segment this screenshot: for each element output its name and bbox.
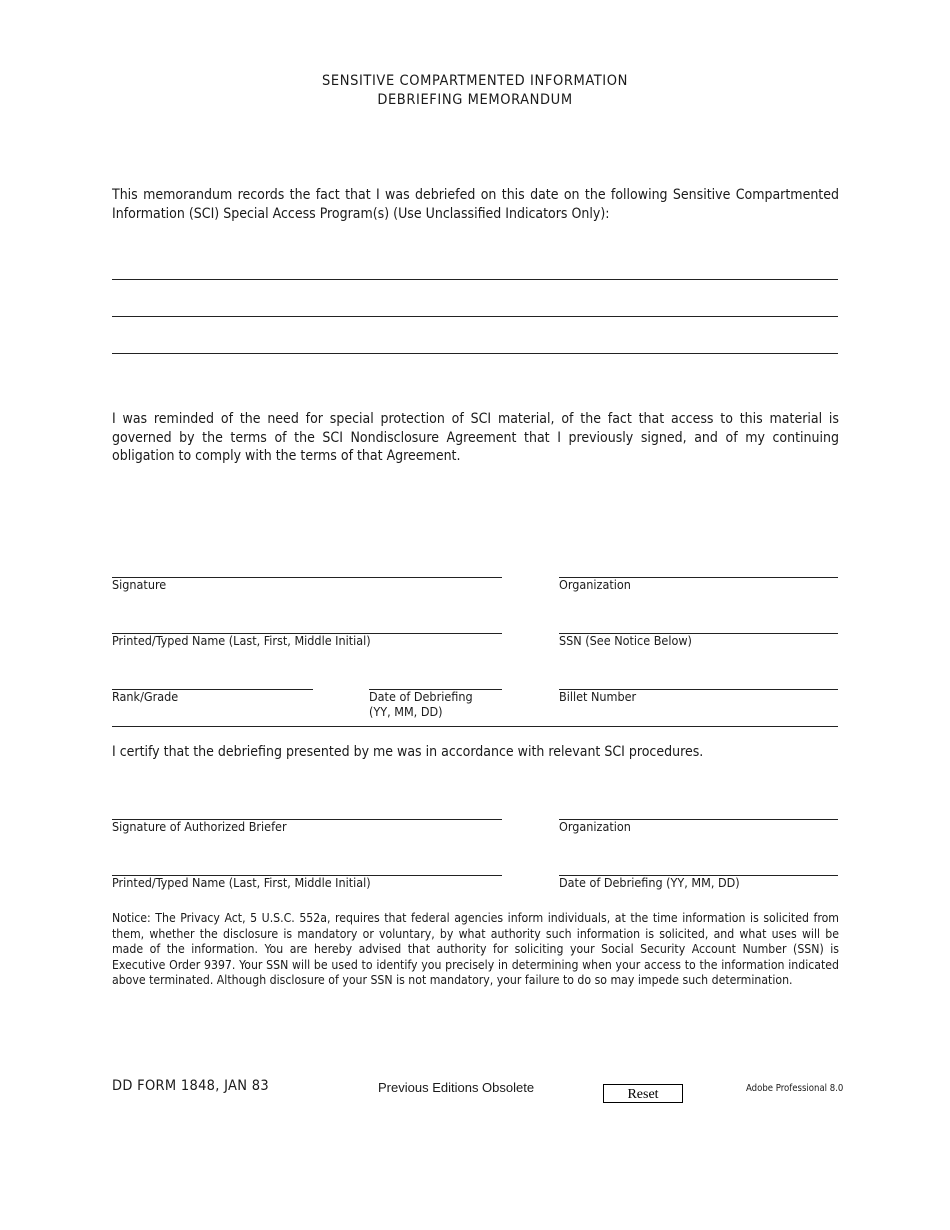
briefer-signature-label: Signature of Authorized Briefer (112, 819, 287, 834)
privacy-notice-heading: Notice: (112, 911, 151, 925)
briefer-signature-field[interactable] (112, 802, 502, 818)
signature-field[interactable] (112, 560, 502, 576)
program-input-3[interactable] (112, 336, 838, 352)
briefer-printed-name-field[interactable] (112, 858, 502, 874)
printed-name-label: Printed/Typed Name (Last, First, Middle Initial) (112, 633, 371, 648)
reminder-paragraph: I was reminded of the need for special protection of SCI material, of the fact that access to this material is governed by the terms of the SCI Nondisclosure Agreement that I previously signed, and of my continuing obligation to comply with the terms of that Agreement. (112, 411, 839, 464)
briefer-organization-label: Organization (559, 819, 631, 834)
program-line-3 (112, 353, 838, 354)
briefer-organization-field[interactable] (559, 802, 838, 818)
reset-button[interactable]: Reset (603, 1084, 683, 1103)
form-number: DD FORM 1848, JAN 83 (112, 1078, 269, 1094)
ssn-label: SSN (See Notice Below) (559, 633, 692, 648)
program-line-2 (112, 316, 838, 317)
debriefing-date-field[interactable] (369, 672, 502, 688)
organization-label: Organization (559, 577, 631, 592)
previous-editions-note: Previous Editions Obsolete (378, 1080, 535, 1095)
signature-label: Signature (112, 577, 167, 592)
billet-number-label: Billet Number (559, 689, 637, 704)
program-input-2[interactable] (112, 299, 838, 315)
rank-grade-field[interactable] (112, 672, 313, 688)
ssn-field[interactable] (559, 616, 838, 632)
billet-number-field[interactable] (559, 672, 838, 688)
briefer-printed-name-label: Printed/Typed Name (Last, First, Middle Initial) (112, 875, 371, 890)
form-title-line2: DEBRIEFING MEMORANDUM (377, 92, 573, 108)
briefer-date-field[interactable] (559, 858, 838, 874)
briefer-date-label: Date of Debriefing (YY, MM, DD) (559, 875, 740, 890)
privacy-notice (112, 911, 839, 989)
intro-paragraph: This memorandum records the fact that I was debriefed on this date on the following Sensitive Compartmented Information (SCI) Special Access Program(s) (Use Unclassified Indicators Only): (112, 187, 839, 222)
certify-statement: I certify that the debriefing presented by me was in accordance with relevant SCI procedures. (112, 744, 704, 760)
program-line-1 (112, 279, 838, 280)
debriefing-date-label: Date of Debriefing (369, 689, 473, 704)
section-divider (112, 726, 838, 727)
program-input-1[interactable] (112, 262, 838, 278)
signature-line (112, 577, 502, 578)
organization-field[interactable] (559, 560, 838, 576)
privacy-notice-text: The Privacy Act, 5 U.S.C. 552a, requires that federal agencies inform individuals, at the time information is solicited from them, whether the disclosure is mandatory or voluntary, by what authority such information is solicited, and what uses will be made of the information. You are hereby advised that authority for soliciting your Social Security Account Number (SSN) is Executive Order 9397. Your SSN will be used to identify you precisely in determining when your access to the information indicated above terminated. Although disclosure of your SSN is not mandatory, your failure to do so may impede such determination. (112, 911, 839, 988)
debriefing-date-format: (YY, MM, DD) (369, 704, 443, 719)
printed-name-field[interactable] (112, 616, 502, 632)
rank-grade-label: Rank/Grade (112, 689, 179, 704)
software-version: Adobe Professional 8.0 (746, 1083, 844, 1094)
form-title-line1: SENSITIVE COMPARTMENTED INFORMATION (322, 73, 628, 89)
